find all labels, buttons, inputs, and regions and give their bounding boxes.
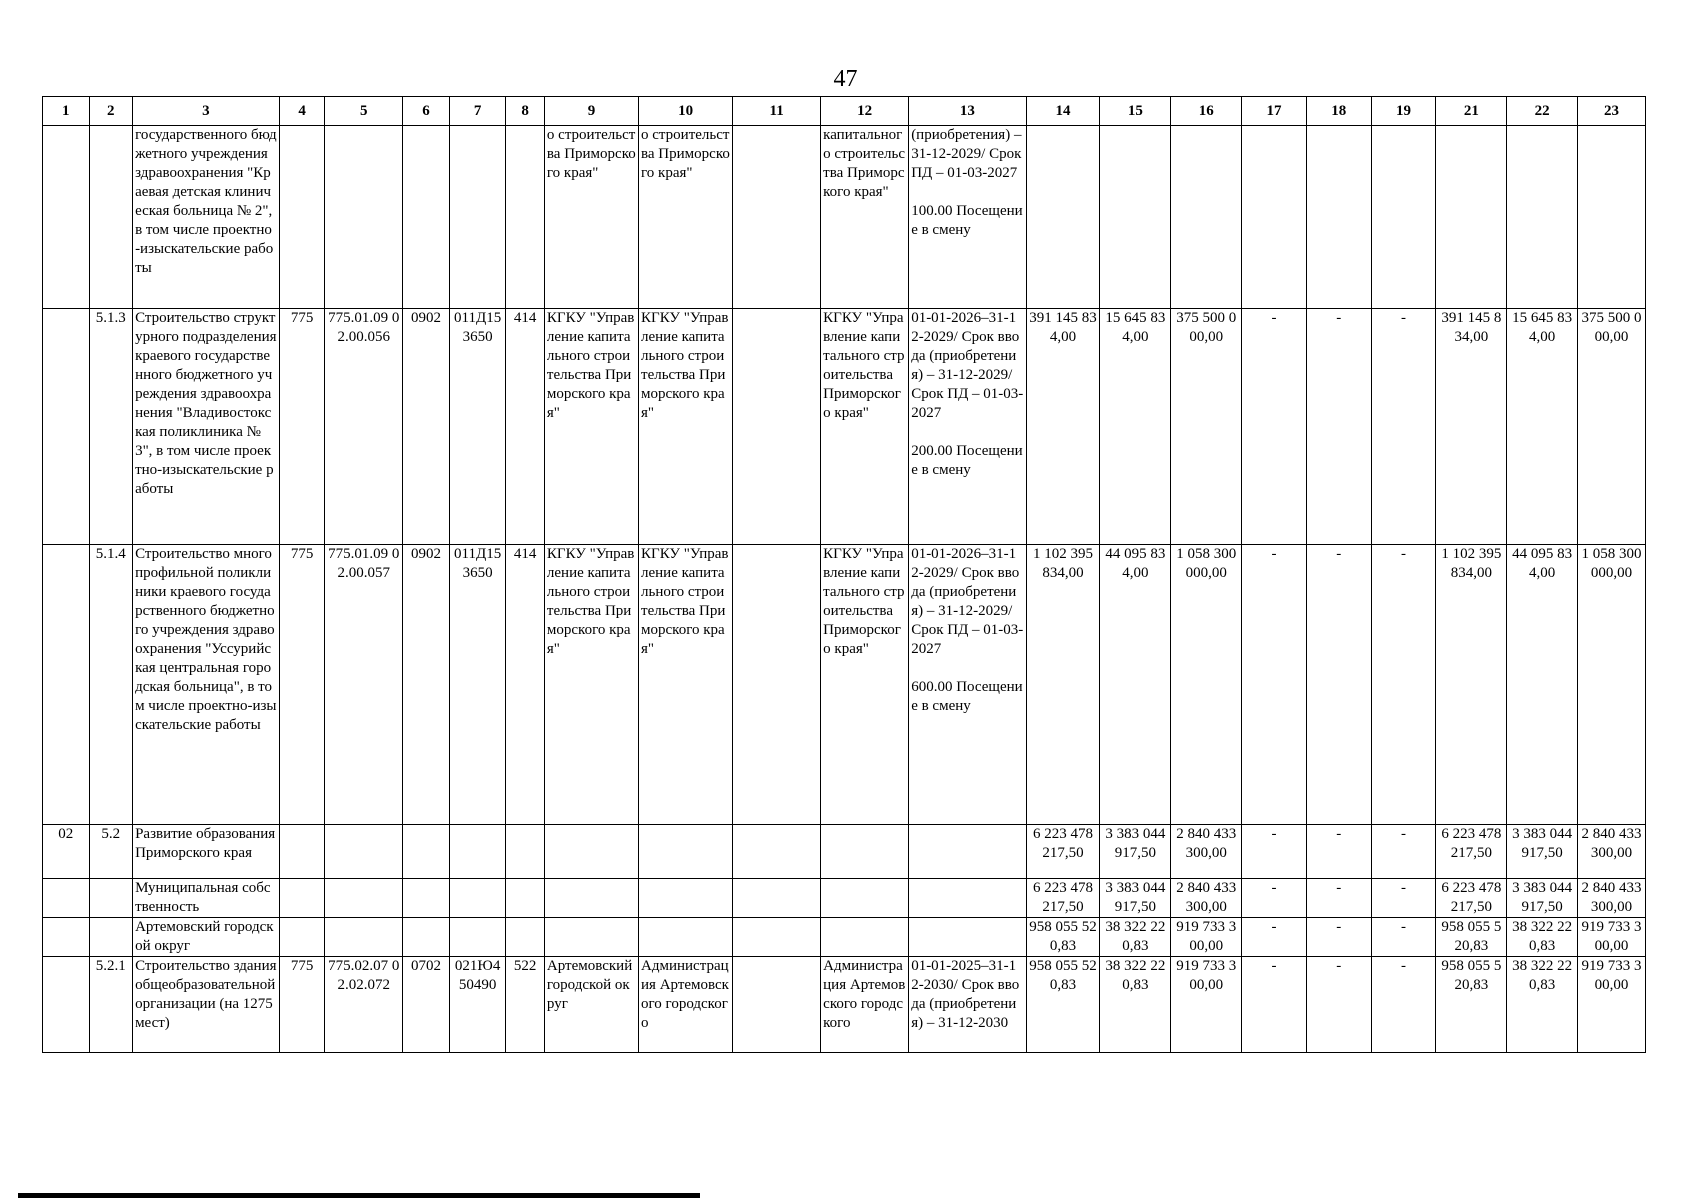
cell-c23: 375 500 000,00 xyxy=(1578,309,1646,545)
cell-c2: 5.2.1 xyxy=(89,957,133,1053)
cell-c17 xyxy=(1242,126,1307,309)
cell-c23 xyxy=(1578,126,1646,309)
cell-c16: 375 500 000,00 xyxy=(1171,309,1242,545)
cell-c12: капитального строительства Приморского края" xyxy=(821,126,909,309)
column-header: 10 xyxy=(639,97,733,126)
cell-c17: - xyxy=(1242,309,1307,545)
column-header: 6 xyxy=(403,97,450,126)
cell-c7 xyxy=(449,825,506,879)
cell-c5: 775.01.09 02.00.057 xyxy=(325,545,403,825)
cell-c12 xyxy=(821,879,909,918)
cell-c3: Муниципальная собственность xyxy=(133,879,280,918)
cell-c13 xyxy=(909,918,1026,957)
cell-c7 xyxy=(449,879,506,918)
cell-c11 xyxy=(733,126,821,309)
cell-c4 xyxy=(279,918,325,957)
column-header: 3 xyxy=(133,97,280,126)
cell-c10: КГКУ "Управление капитального строительства Приморского края" xyxy=(639,309,733,545)
cell-c18: - xyxy=(1306,545,1371,825)
cell-c13 xyxy=(909,309,1026,545)
cell-c18: - xyxy=(1306,825,1371,879)
column-header: 19 xyxy=(1371,97,1436,126)
cell-c12 xyxy=(821,825,909,879)
cell-c2: 5.1.4 xyxy=(89,545,133,825)
table-row xyxy=(43,825,1646,879)
table-row xyxy=(43,918,1646,957)
cell-c19 xyxy=(1371,126,1436,309)
cell-c7 xyxy=(449,918,506,957)
cell-c6 xyxy=(403,918,450,957)
cell-c13 xyxy=(909,126,1026,309)
cell-c17: - xyxy=(1242,879,1307,918)
cell-c19: - xyxy=(1371,825,1436,879)
cell-c6 xyxy=(403,825,450,879)
cell-c3: Развитие образования Приморского края xyxy=(133,825,280,879)
cell-c1 xyxy=(43,879,90,918)
cell-c14: 958 055 520,83 xyxy=(1026,957,1100,1053)
cell-c10 xyxy=(639,918,733,957)
cell-c15: 3 383 044 917,50 xyxy=(1100,825,1171,879)
footer-line xyxy=(18,1193,700,1198)
cell-c1: 02 xyxy=(43,825,90,879)
column-header: 16 xyxy=(1171,97,1242,126)
cell-c6 xyxy=(403,879,450,918)
cell-c16: 2 840 433 300,00 xyxy=(1171,825,1242,879)
table-row xyxy=(43,545,1646,825)
cell-c13-capacity: 100.00 Посещение в смену xyxy=(911,203,1023,238)
cell-c4: 775 xyxy=(279,545,325,825)
cell-c15: 38 322 220,83 xyxy=(1100,918,1171,957)
cell-c4 xyxy=(279,126,325,309)
cell-c12 xyxy=(821,918,909,957)
cell-c16: 919 733 300,00 xyxy=(1171,957,1242,1053)
cell-c1 xyxy=(43,126,90,309)
cell-c10 xyxy=(639,879,733,918)
cell-c8 xyxy=(506,879,544,918)
table-row xyxy=(43,879,1646,918)
cell-c13 xyxy=(909,825,1026,879)
cell-c22: 3 383 044 917,50 xyxy=(1507,879,1578,918)
cell-c11 xyxy=(733,545,821,825)
budget-table xyxy=(42,96,1646,1053)
cell-c21: 6 223 478 217,50 xyxy=(1436,825,1507,879)
cell-c7: 021Ю4 50490 xyxy=(449,957,506,1053)
cell-c2 xyxy=(89,126,133,309)
table-row xyxy=(43,957,1646,1053)
cell-c4: 775 xyxy=(279,957,325,1053)
cell-c17: - xyxy=(1242,957,1307,1053)
cell-c17: - xyxy=(1242,825,1307,879)
cell-c3: Строительство здания общеобразовательной организации (на 1275 мест) xyxy=(133,957,280,1053)
table-row xyxy=(43,126,1646,309)
cell-c14: 391 145 834,00 xyxy=(1026,309,1100,545)
cell-c22: 3 383 044 917,50 xyxy=(1507,825,1578,879)
cell-c23: 919 733 300,00 xyxy=(1578,918,1646,957)
cell-c14: 1 102 395 834,00 xyxy=(1026,545,1100,825)
cell-c9: КГКУ "Управление капитального строительства Приморского края" xyxy=(544,309,638,545)
cell-c14: 6 223 478 217,50 xyxy=(1026,825,1100,879)
cell-c7: 011Д15 3650 xyxy=(449,545,506,825)
cell-c6 xyxy=(403,126,450,309)
column-header: 22 xyxy=(1507,97,1578,126)
cell-c16: 919 733 300,00 xyxy=(1171,918,1242,957)
cell-c2: 5.2 xyxy=(89,825,133,879)
cell-c3: государственного бюджетного учреждения здравоохранения "Краевая детская клиническая больница № 2", в том числе проектно-изыскательские работы xyxy=(133,126,280,309)
cell-c23: 2 840 433 300,00 xyxy=(1578,879,1646,918)
column-header: 4 xyxy=(279,97,325,126)
cell-c13 xyxy=(909,957,1026,1053)
column-header: 21 xyxy=(1436,97,1507,126)
cell-c14: 6 223 478 217,50 xyxy=(1026,879,1100,918)
cell-c23: 1 058 300 000,00 xyxy=(1578,545,1646,825)
cell-c13-dates: 01-01-2025–31-12-2030/ Срок ввода (приобретения) – 31-12-2030 xyxy=(911,958,1020,1031)
cell-c18: - xyxy=(1306,957,1371,1053)
cell-c4: 775 xyxy=(279,309,325,545)
cell-c7: 011Д15 3650 xyxy=(449,309,506,545)
cell-c5: 775.01.09 02.00.056 xyxy=(325,309,403,545)
cell-c11 xyxy=(733,879,821,918)
cell-c21: 1 102 395 834,00 xyxy=(1436,545,1507,825)
cell-c19: - xyxy=(1371,879,1436,918)
cell-c13-dates: 01-01-2026–31-12-2029/ Срок ввода (приобретения) – 31-12-2029/ Срок ПД – 01-03-2027 xyxy=(911,546,1024,657)
cell-c16: 1 058 300 000,00 xyxy=(1171,545,1242,825)
cell-c10: о строительства Приморского края" xyxy=(639,126,733,309)
cell-c23: 919 733 300,00 xyxy=(1578,957,1646,1053)
cell-c3: Артемовский городской округ xyxy=(133,918,280,957)
cell-c10: КГКУ "Управление капитального строительства Приморского края" xyxy=(639,545,733,825)
cell-c8: 414 xyxy=(506,309,544,545)
cell-c8: 414 xyxy=(506,545,544,825)
cell-c11 xyxy=(733,309,821,545)
cell-c22: 38 322 220,83 xyxy=(1507,957,1578,1053)
cell-c4 xyxy=(279,879,325,918)
cell-c19: - xyxy=(1371,309,1436,545)
column-header: 17 xyxy=(1242,97,1307,126)
cell-c5 xyxy=(325,825,403,879)
cell-c12: Администрация Артемовского городского xyxy=(821,957,909,1053)
cell-c18: - xyxy=(1306,879,1371,918)
cell-c21: 958 055 520,83 xyxy=(1436,918,1507,957)
cell-c21: 6 223 478 217,50 xyxy=(1436,879,1507,918)
page-number: 47 xyxy=(833,66,858,92)
cell-c9: Артемовский городской округ xyxy=(544,957,638,1053)
cell-c2: 5.1.3 xyxy=(89,309,133,545)
cell-c22: 44 095 834,00 xyxy=(1507,545,1578,825)
cell-c6: 0902 xyxy=(403,309,450,545)
cell-c9 xyxy=(544,825,638,879)
cell-c18: - xyxy=(1306,918,1371,957)
cell-c16 xyxy=(1171,126,1242,309)
cell-c8: 522 xyxy=(506,957,544,1053)
cell-c1 xyxy=(43,545,90,825)
cell-c12: КГКУ "Управление капитального строительства Приморского края" xyxy=(821,545,909,825)
column-header: 13 xyxy=(909,97,1026,126)
cell-c21 xyxy=(1436,126,1507,309)
cell-c17: - xyxy=(1242,545,1307,825)
cell-c18: - xyxy=(1306,309,1371,545)
table-row xyxy=(43,309,1646,545)
cell-c13-capacity: 600.00 Посещение в смену xyxy=(911,679,1023,714)
cell-c5 xyxy=(325,879,403,918)
cell-c19: - xyxy=(1371,545,1436,825)
cell-c9 xyxy=(544,879,638,918)
cell-c13 xyxy=(909,545,1026,825)
cell-c13 xyxy=(909,879,1026,918)
cell-c23: 2 840 433 300,00 xyxy=(1578,825,1646,879)
cell-c21: 391 145 834,00 xyxy=(1436,309,1507,545)
cell-c8 xyxy=(506,825,544,879)
column-header: 12 xyxy=(821,97,909,126)
cell-c9: КГКУ "Управление капитального строительства Приморского края" xyxy=(544,545,638,825)
cell-c14 xyxy=(1026,126,1100,309)
cell-c1 xyxy=(43,957,90,1053)
column-header: 2 xyxy=(89,97,133,126)
cell-c22: 15 645 834,00 xyxy=(1507,309,1578,545)
cell-c5 xyxy=(325,918,403,957)
cell-c11 xyxy=(733,918,821,957)
column-header: 11 xyxy=(733,97,821,126)
cell-c2 xyxy=(89,918,133,957)
column-header: 7 xyxy=(449,97,506,126)
cell-c9: о строительства Приморского края" xyxy=(544,126,638,309)
cell-c10 xyxy=(639,825,733,879)
cell-c22: 38 322 220,83 xyxy=(1507,918,1578,957)
cell-c5: 775.02.07 02.02.072 xyxy=(325,957,403,1053)
cell-c13-dates: (приобретения) – 31-12-2029/ Срок ПД – 01-03-2027 xyxy=(911,127,1022,181)
cell-c3: Строительство многопрофильной поликлиники краевого государственного бюджетного учреждения здравоохранения "Уссурийская центральная городская больница", в том числе проектно-изыскательские работы xyxy=(133,545,280,825)
column-header: 5 xyxy=(325,97,403,126)
cell-c12: КГКУ "Управление капитального строительства Приморского края" xyxy=(821,309,909,545)
cell-c18 xyxy=(1306,126,1371,309)
cell-c11 xyxy=(733,825,821,879)
cell-c2 xyxy=(89,879,133,918)
cell-c3: Строительство структурного подразделения краевого государственного бюджетного учреждения здравоохранения "Владивостокская поликлиника № 3", в том числе проектно-изыскательские работы xyxy=(133,309,280,545)
column-header: 15 xyxy=(1100,97,1171,126)
column-header: 14 xyxy=(1026,97,1100,126)
column-header: 1 xyxy=(43,97,90,126)
cell-c14: 958 055 520,83 xyxy=(1026,918,1100,957)
cell-c15: 38 322 220,83 xyxy=(1100,957,1171,1053)
cell-c19: - xyxy=(1371,918,1436,957)
cell-c15 xyxy=(1100,126,1171,309)
cell-c15: 15 645 834,00 xyxy=(1100,309,1171,545)
cell-c1 xyxy=(43,309,90,545)
cell-c6: 0702 xyxy=(403,957,450,1053)
cell-c15: 44 095 834,00 xyxy=(1100,545,1171,825)
cell-c9 xyxy=(544,918,638,957)
cell-c21: 958 055 520,83 xyxy=(1436,957,1507,1053)
cell-c19: - xyxy=(1371,957,1436,1053)
cell-c1 xyxy=(43,918,90,957)
cell-c22 xyxy=(1507,126,1578,309)
cell-c7 xyxy=(449,126,506,309)
cell-c10: Администрация Артемовского городского xyxy=(639,957,733,1053)
cell-c8 xyxy=(506,126,544,309)
cell-c4 xyxy=(279,825,325,879)
cell-c17: - xyxy=(1242,918,1307,957)
column-header: 8 xyxy=(506,97,544,126)
cell-c6: 0902 xyxy=(403,545,450,825)
column-header: 23 xyxy=(1578,97,1646,126)
cell-c16: 2 840 433 300,00 xyxy=(1171,879,1242,918)
column-header: 18 xyxy=(1306,97,1371,126)
cell-c13-dates: 01-01-2026–31-12-2029/ Срок ввода (приобретения) – 31-12-2029/ Срок ПД – 01-03-2027 xyxy=(911,310,1024,421)
cell-c5 xyxy=(325,126,403,309)
cell-c13-capacity: 200.00 Посещение в смену xyxy=(911,443,1023,478)
cell-c8 xyxy=(506,918,544,957)
cell-c15: 3 383 044 917,50 xyxy=(1100,879,1171,918)
header-row xyxy=(43,97,1646,126)
column-header: 9 xyxy=(544,97,638,126)
cell-c11 xyxy=(733,957,821,1053)
